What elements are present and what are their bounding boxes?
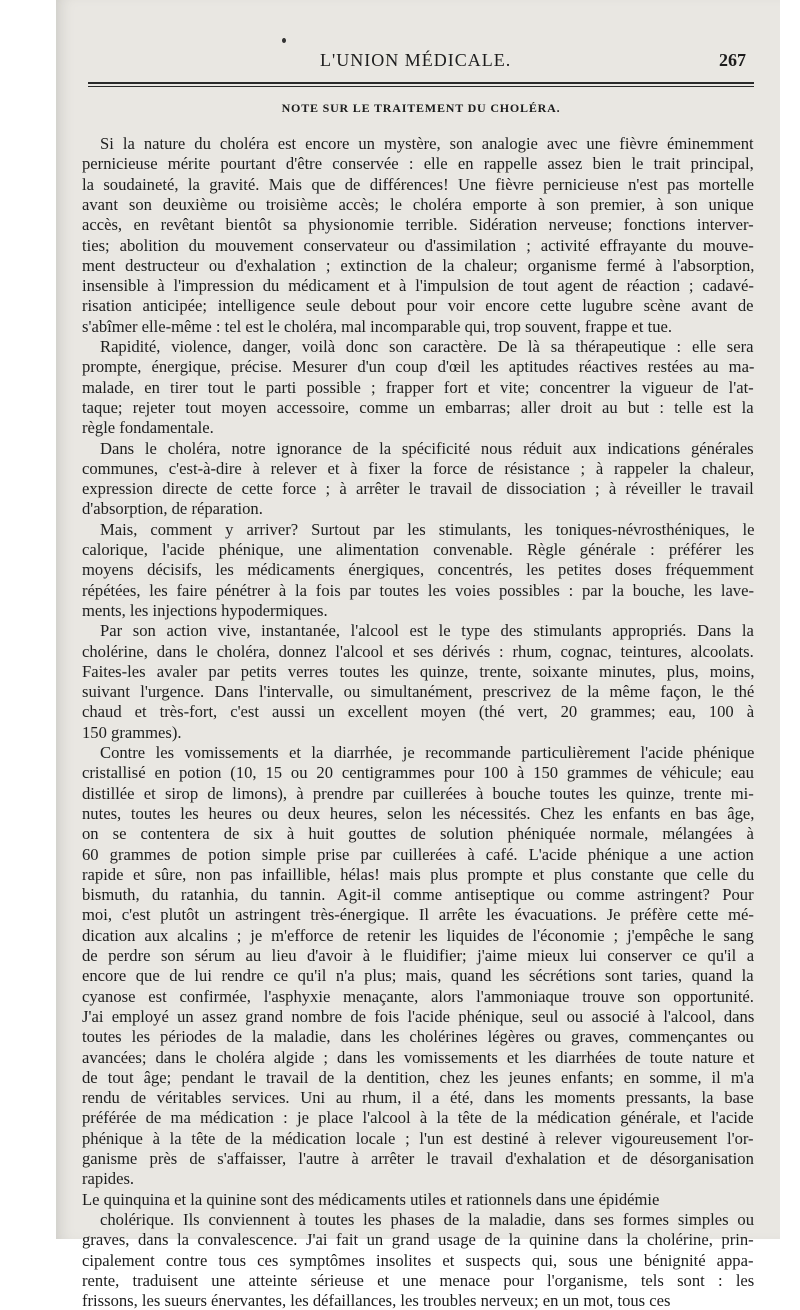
text-line: ganisme près de s'affaisser, l'autre à arrêter le travail d'exhalation et de désorganisation	[82, 1149, 754, 1168]
text-line: Faites-les avaler par petits verres toutes les quinze, trente, soixante minutes, plus, moins,	[82, 661, 755, 681]
text-line: rente, traduisent une atteinte sérieuse et une menace pour l'organisme, tels sont : les	[82, 1270, 755, 1290]
text-line: toutes les périodes de la maladie, dans les cholérines légères ou graves, commençantes ou	[82, 1027, 754, 1047]
header-rule-thin	[88, 86, 754, 87]
text-line: J'ai employé un assez grand nombre de fois l'acide phénique, seul ou associé à l'alcool, dans	[82, 1006, 755, 1026]
text-line: Mais, comment y arriver? Surtout par les stimulants, les toniques-névrosthéniques, le	[100, 519, 755, 539]
text-line: dication aux alcalins ; je m'efforce de retenir les liquides de l'économie ; j'empêche le sang	[82, 925, 754, 945]
text-line: cipalement contre tous ces symptômes insolites et suspects qui, sous une bénignité appa-	[82, 1250, 754, 1270]
text-line: ments, les injections hypodermiques.	[82, 600, 328, 620]
page-number: 267	[719, 50, 746, 70]
text-line: expression directe de cette force ; à arrêter le travail de dissociation ; à réveiller le travail	[82, 479, 754, 499]
text-line: frissons, les sueurs énervantes, les défaillances, les troubles nerveux; en un mot, tous ces	[82, 1291, 671, 1310]
text-line: Si la nature du choléra est encore un mystère, son analogie avec une fièvre éminemment	[100, 134, 754, 153]
text-line: la soudaineté, la gravité. Mais que de différences! Une fièvre pernicieuse n'est pas mortelle	[82, 174, 754, 194]
text-line: on se contentera de six à huit gouttes de solution phéniquée normale, mélangées à	[82, 824, 754, 844]
text-line: d'absorption, de réparation.	[82, 499, 263, 519]
text-line: chaud et très-fort, c'est aussi un excellent moyen (thé vert, 20 grammes; eau, 100 à	[82, 702, 755, 722]
text-line: accès, en revêtant bientôt sa physionomie terrible. Sidération nerveuse; fonctions interver-	[82, 215, 754, 235]
text-line: cyanose est confirmée, l'asphyxie menaçante, alors l'ammoniaque trouve son opportunité.	[82, 986, 754, 1006]
text-line: Le quinquina et la quinine sont des médicaments utiles et rationnels dans une épidémie	[82, 1189, 660, 1209]
text-line: encore que de lui rendre ce qu'il n'a plus; mais, quand les sécrétions sont taries, quand la	[82, 966, 754, 986]
text-line: cristallisé en potion (10, 15 ou 20 centigrammes pour 100 à 150 grammes de véhicule; eau	[82, 763, 754, 783]
text-line: moi, c'est plutôt un astringent très-énergique. Il arrête les évacuations. Je préfère cette mé-	[82, 905, 754, 925]
text-line: ment destructeur ou d'exhalation ; extinction de la chaleur; organisme fermé à l'absorption,	[82, 255, 755, 275]
text-line: avant son deuxième ou troisième accès; le choléra emporte à son premier, à son unique	[82, 194, 754, 214]
text-line: taque; rejeter tout moyen accessoire, comme un embarras; aller droit au but : telle est la	[82, 397, 754, 417]
text-line: rendu de véritables services. Uni au rhum, il a été, dans les moments pressants, la base	[82, 1088, 754, 1108]
text-line: bismuth, du ratanhia, du tannin. Agit-il comme antiseptique ou comme astringent? Pour	[82, 885, 754, 905]
text-line: cholérine, dans le choléra, donnez l'alcool et ses dérivés : rhum, cognac, teintures, alcoolats.	[82, 641, 754, 661]
text-line: avancées; dans le choléra algide ; dans les vomissements et les diarrhées de toute nature et	[82, 1047, 755, 1067]
text-line: nutes, toutes les heures ou deux heures, selon les nécessités. Chez les enfants en bas âge,	[82, 803, 755, 823]
text-line: ties; abolition du mouvement conservateur ou d'assimilation ; activité effrayante du mouve-	[82, 235, 754, 255]
text-line: de tout âge; pendant le travail de la dentition, chez les jeunes enfants; en somme, il m'a	[82, 1067, 755, 1087]
text-line: cholérique. Ils conviennent à toutes les phases de la maladie, dans ses formes simples ou	[100, 1209, 755, 1229]
running-title: L'UNION MÉDICALE.	[320, 50, 512, 70]
text-line: graves, dans la convalescence. J'ai fait un grand usage de la quinine dans la cholérine, prin-	[82, 1230, 754, 1250]
text-line: répétées, les faire pénétrer à la fois par toutes les voies possibles : par la bouche, les lave-	[82, 580, 754, 600]
text-line: rapide et sûre, non pas infaillible, hélas! mais plus prompte et plus constante que celle du	[82, 864, 755, 884]
text-line: suivant l'urgence. Dans l'intervalle, ou simultanément, prescrivez de la même façon, le thé	[82, 682, 755, 702]
header-rule-thick	[88, 82, 754, 84]
text-line: rapides.	[82, 1169, 135, 1189]
text-line: distillée et sirop de limons), à prendre par cuillerées à bouche toutes les quinze, trente mi-	[82, 783, 754, 803]
text-line: règle fondamentale.	[82, 418, 214, 438]
text-line: Par son action vive, instantanée, l'alcool est le type des stimulants appropriés. Dans la	[100, 621, 754, 641]
text-line: prompte, énergique, précise. Mesurer d'un coup d'œil les aptitudes réactives restées au ma-	[82, 357, 755, 377]
text-line: insensible à l'impression du médicament et à l'impulsion de tout agent de réaction ; cadavé-	[82, 276, 754, 296]
text-line: moyens décisifs, les médicaments énergiques, concentrés, les petites doses fréquemment	[82, 560, 754, 580]
text-line: 150 grammes).	[82, 722, 182, 742]
text-line: de perdre son sérum au lieu d'avoir à le fluidifier; j'aime mieux lui conserver ce qu'il a	[82, 946, 755, 965]
text-line: Dans le choléra, notre ignorance de la spécificité nous réduit aux indications générales	[100, 438, 754, 458]
article-title: NOTE SUR LE TRAITEMENT DU CHOLÉRA.	[281, 101, 561, 115]
text-line: malade, en tirer tout le parti possible ; frapper fort et vite; concentrer la vigueur de l'at-	[82, 377, 754, 397]
text-line: s'abîmer elle-même : tel est le choléra, mal incomparable qui, trop souvent, frappe et tue.	[82, 316, 673, 336]
ink-dot	[282, 38, 286, 43]
text-line: phénique à la tête de la médication locale ; l'un est destiné à relever vigoureusement l'or-	[82, 1128, 754, 1148]
text-line: 60 grammes de potion simple prise par cuillerées à café. L'acide phénique a une action	[82, 844, 754, 864]
text-line: calorique, l'acide phénique, une alimentation convenable. Règle générale : préférer les	[82, 540, 754, 559]
text-line: communes, c'est-à-dire à relever et à fixer la force de résistance ; à rappeler la chaleur,	[82, 458, 755, 478]
text-line: préférée de ma médication : je place l'alcool à la tête de la médication générale, et l'acide	[82, 1108, 754, 1128]
text-line: Contre les vomissements et la diarrhée, je recommande particulièrement l'acide phénique	[100, 743, 755, 762]
text-line: Rapidité, violence, danger, voilà donc son caractère. De là sa thérapeutique : elle sera	[100, 337, 754, 356]
text-line: risation anticipée; intelligence seule debout pour voir encore cette lugubre scène avant de	[82, 296, 754, 316]
text-line: pernicieuse mérite pourtant d'être conservée : elle en rappelle assez bien le trait principal,	[82, 154, 754, 174]
